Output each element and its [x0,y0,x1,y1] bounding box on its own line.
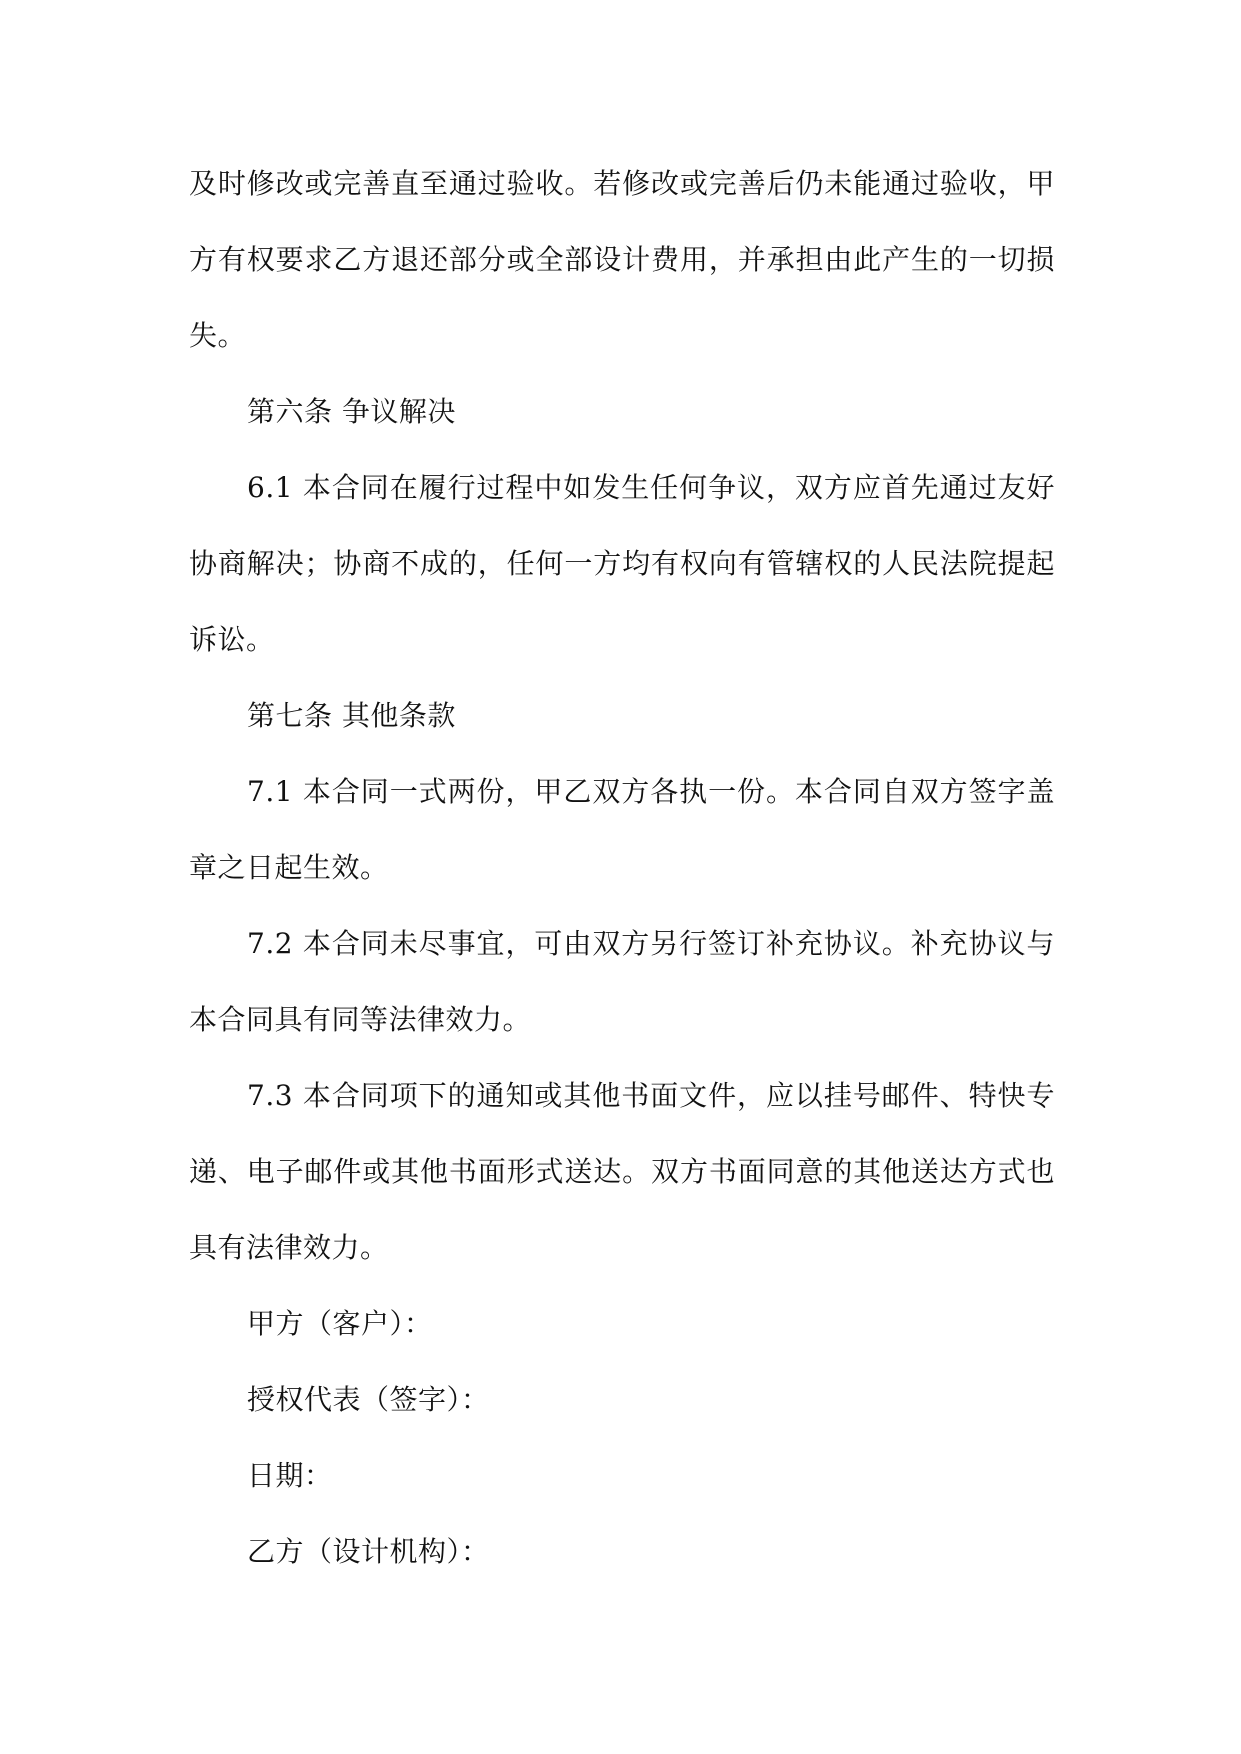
clause-7-3: 7.3 本合同项下的通知或其他书面文件，应以挂号邮件、特快专递、电子邮件或其他书面形式送达。双方书面同意的其他送达方式也具有法律效力。 [189,1079,1055,1264]
party-b-label: 乙方（设计机构）： [247,1535,490,1568]
paragraph-continuation: 及时修改或完善直至通过验收。若修改或完善后仍未能通过验收，甲方有权要求乙方退还部分或全部设计费用，并承担由此产生的一切损失。 [189,167,1055,352]
date-label: 日期： [247,1459,333,1492]
authorized-rep-label: 授权代表（签字）： [247,1383,490,1416]
clause-7-1: 7.1 本合同一式两份，甲乙双方各执一份。本合同自双方签字盖章之日起生效。 [189,775,1055,884]
document-body [189,146,1055,1590]
party-a-label: 甲方（客户）： [247,1307,433,1340]
clause-6-1: 6.1 本合同在履行过程中如发生任何争议，双方应首先通过友好协商解决；协商不成的，任何一方均有权向有管辖权的人民法院提起诉讼。 [189,471,1055,656]
article-7-heading: 第七条 其他条款 [247,699,456,732]
article-6-heading: 第六条 争议解决 [247,395,456,428]
clause-7-2: 7.2 本合同未尽事宜，可由双方另行签订补充协议。补充协议与本合同具有同等法律效力。 [189,927,1055,1036]
